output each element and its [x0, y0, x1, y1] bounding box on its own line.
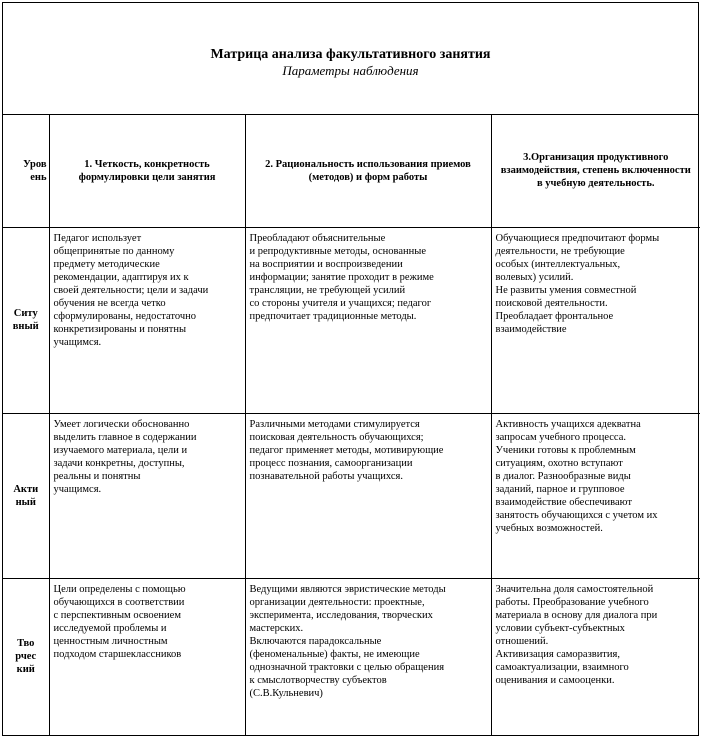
header-col-1: 1. Четкость, конкретность формулировки цели занятия	[49, 115, 245, 227]
level-label: Акти ный	[3, 413, 49, 578]
table-cell: Различными методами стимулируется поисковая деятельность обучающихся; педагог применяет методы, мотивирующие процесс познания, самоорганизации познавательной работы учащихся.	[245, 413, 491, 578]
document-frame	[2, 2, 699, 736]
analysis-matrix-table	[3, 115, 700, 735]
header-row	[3, 115, 700, 227]
header-level: Уров ень	[3, 115, 49, 227]
table-cell: Активность учащихся адекватна запросам учебного процесса. Ученики готовы к проблемным ситуациям, охотно вступают в диалог. Разнообразные виды заданий, парное и групповое взаимодействие обеспечивают занятость обучающихся с учетом их учебных возможностей.	[491, 413, 700, 578]
table-cell: Цели определены с помощью обучающихся в соответствии с перспективным освоением исследуемой проблемы и ценностным личностным подходом старшеклассников	[49, 578, 245, 735]
table-cell: Ведущими являются эвристические методы организации деятельности: проектные, эксперимента, исследования, творческих мастерских. Включаются парадоксальные (феноменальные) факты, не имеющие однозначной трактовки с целью обращения к смыслотворчеству субъектов (С.В.Кульневич)	[245, 578, 491, 735]
table-cell: Значительна доля самостоятельной работы. Преобразование учебного материала в основу для диалога при условии субъект-субъектных отношений. Активизация саморазвития, самоактуализации, взаимного оценивания и самооценки.	[491, 578, 700, 735]
table-row	[3, 578, 700, 735]
title-block	[3, 3, 698, 115]
table-row	[3, 413, 700, 578]
table-cell: Преобладают объяснительные и репродуктивные методы, основанные на восприятии и воспроизведении информации; занятие проходит в режиме трансляции, не требующей усилий со стороны учителя и учащихся; педагог предпочитает традиционные методы.	[245, 227, 491, 413]
header-col-3: 3.Организация продуктивного взаимодействия, степень включенности в учебную деятельность.	[491, 115, 700, 227]
table-row	[3, 227, 700, 413]
document-subtitle: Параметры наблюдения	[282, 63, 419, 78]
level-label: Тво рчес кий	[3, 578, 49, 735]
table-cell: Педагог использует общепринятые по данному предмету методические рекомендации, адаптируя их к своей деятельности; цели и задачи обучения не всегда четко сформулированы, недостаточно конкретизированы и понятны учащимся.	[49, 227, 245, 413]
level-label: Ситу вный	[3, 227, 49, 413]
header-col-2: 2. Рациональность использования приемов (методов) и форм работы	[245, 115, 491, 227]
table-cell: Умеет логически обоснованно выделить главное в содержании изучаемого материала, цели и задачи конкретны, доступны, реальны и понятны учащимся.	[49, 413, 245, 578]
table-cell: Обучающиеся предпочитают формы деятельности, не требующие особых (интеллектуальных, волевых) усилий. Не развиты умения совместной поисковой деятельности. Преобладает фронтальное взаимодействие	[491, 227, 700, 413]
document-title: Матрица анализа факультативного занятия	[210, 47, 491, 62]
